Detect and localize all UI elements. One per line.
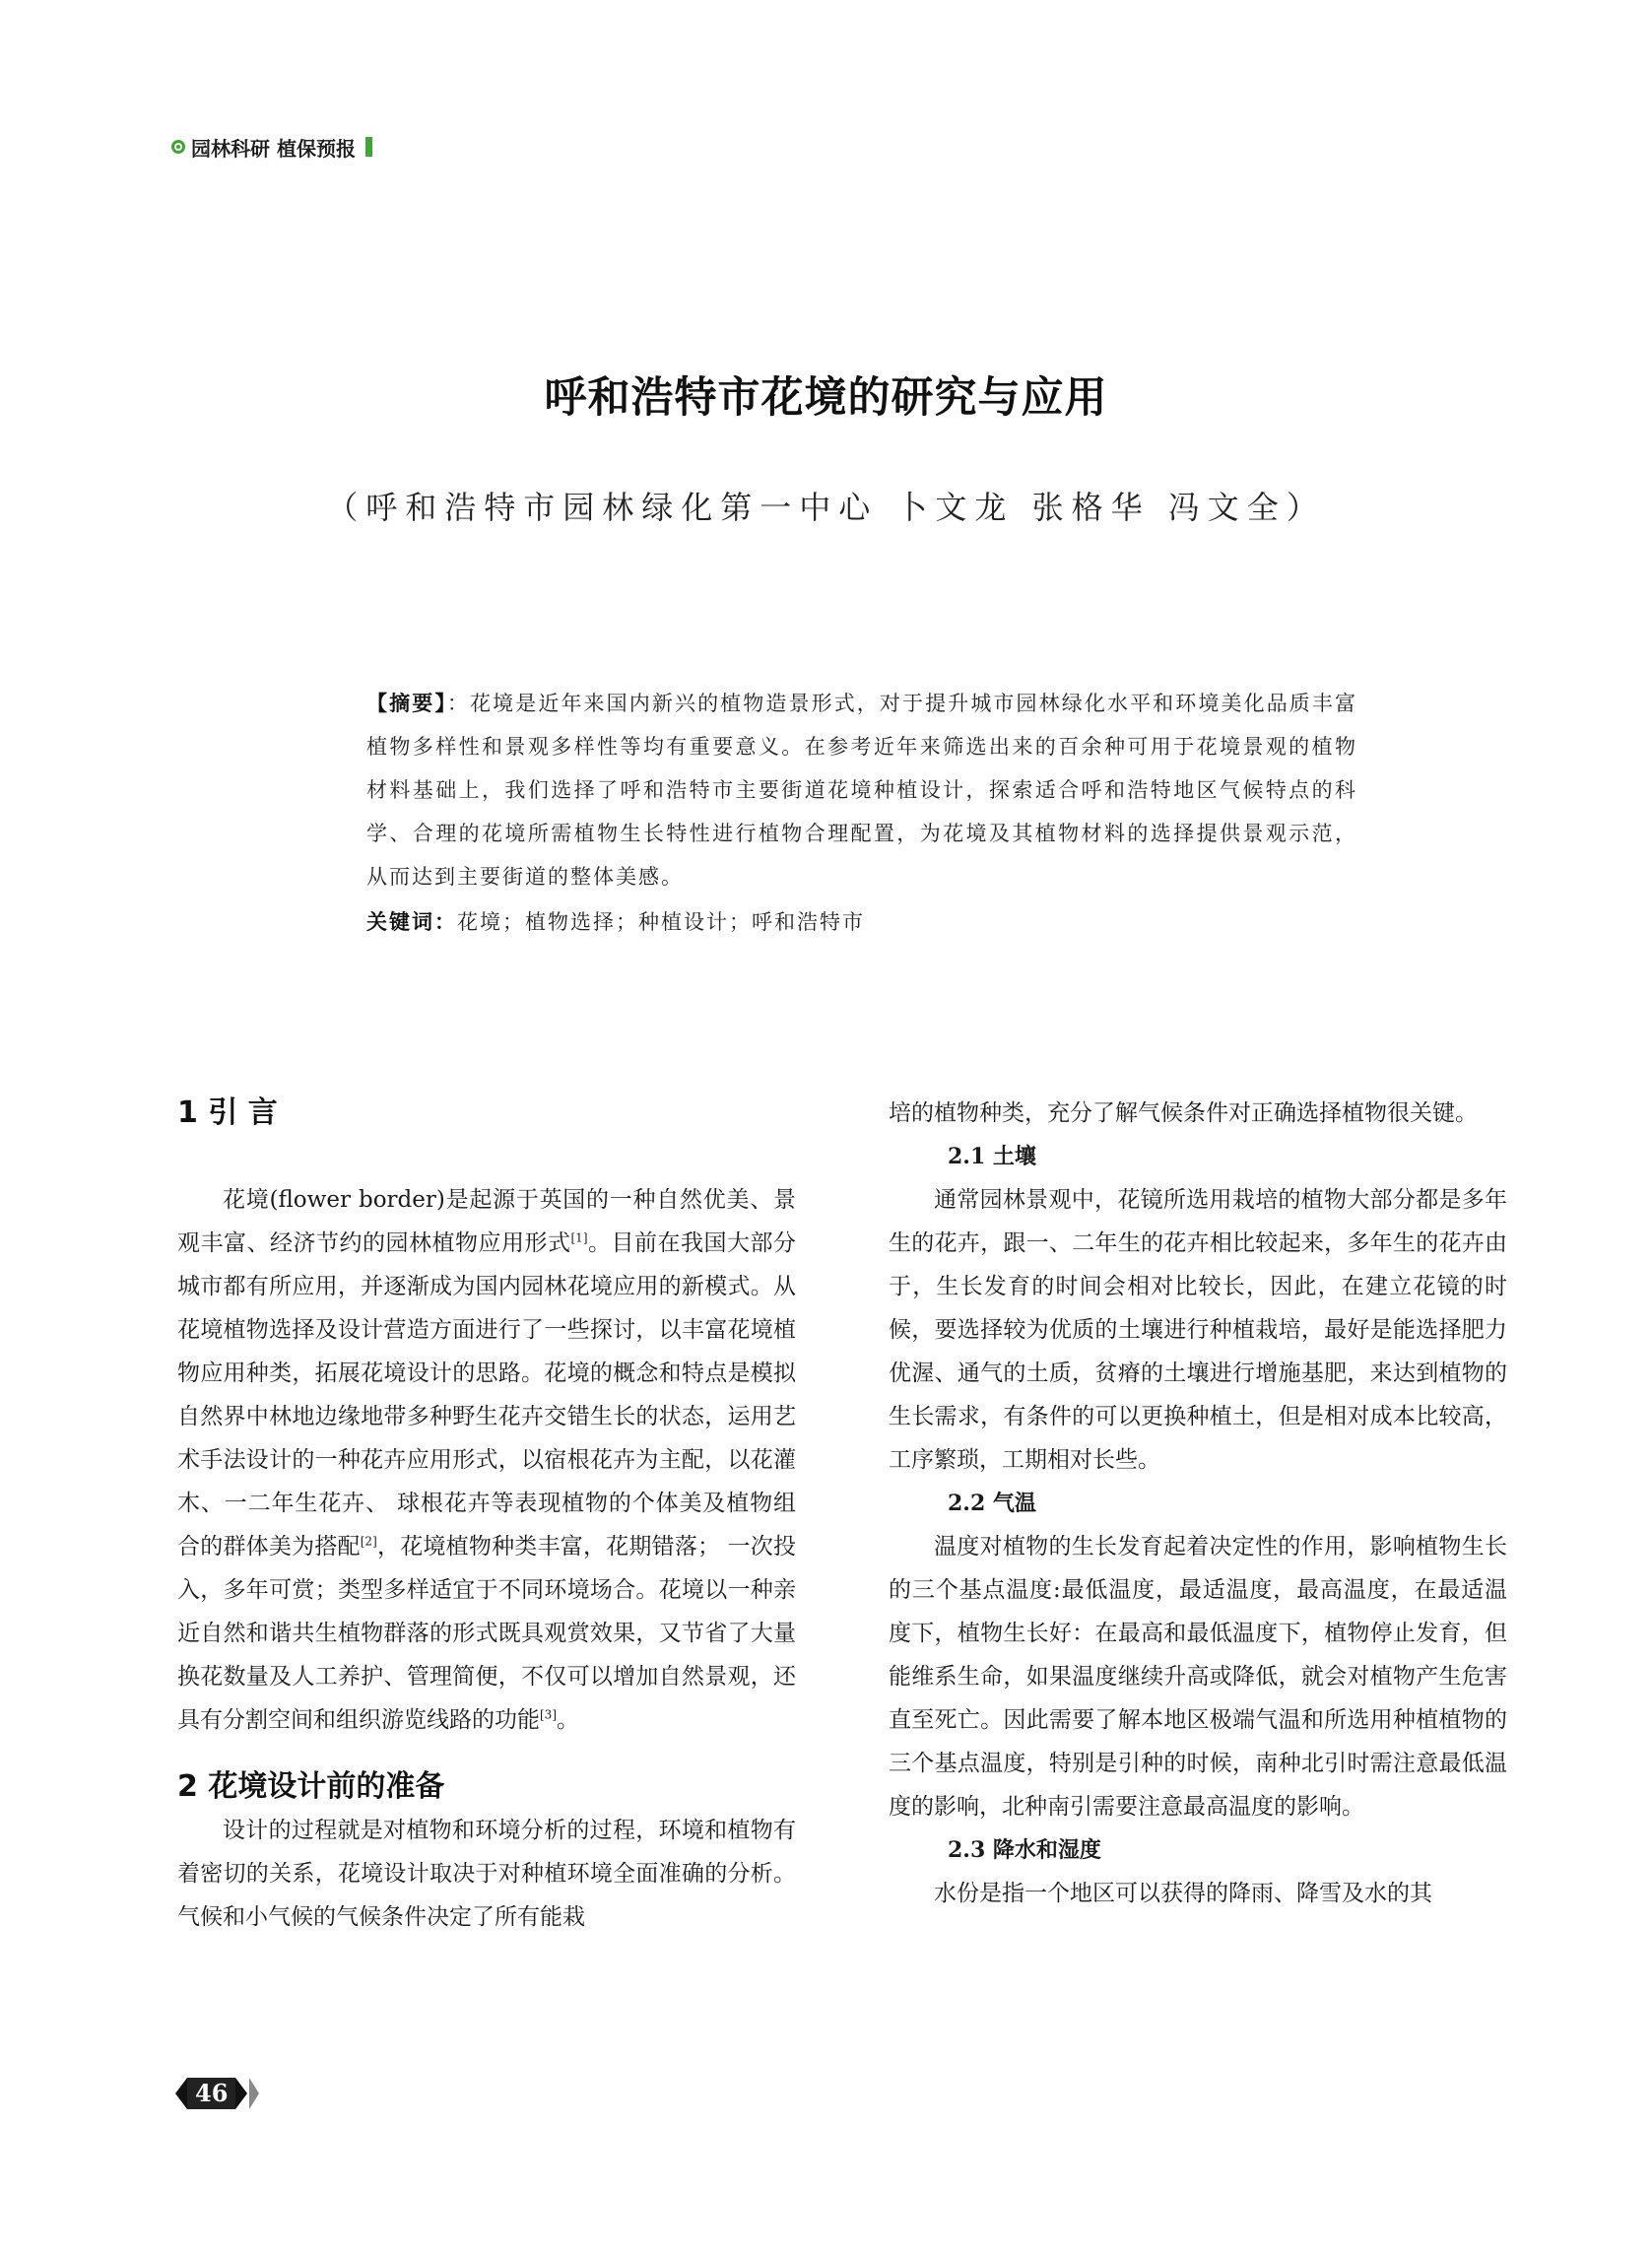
section-heading-2: 2 花境设计前的准备: [177, 1769, 445, 1804]
page-number-text: 46: [187, 2078, 235, 2109]
abstract-body: [313, 682, 1357, 898]
chevron-left-icon: [175, 2078, 187, 2109]
abstract-sep: ：: [446, 692, 471, 715]
paragraph-prep: 设计的过程就是对植物和环境分析的过程，环境和植物有着密切的关系，花境设计取决于对种植环境全面准确的分析。气候和小气候的气候条件决定了所有能栽: [177, 1818, 796, 1930]
keywords-label: 关键词：: [366, 910, 457, 934]
keywords-text: 花境；植物选择；种植设计；呼和浩特市: [457, 910, 865, 934]
paragraph-water: 水份是指一个地区可以获得的降雨、降雪及水的其: [934, 1881, 1432, 1906]
column-right: [889, 1092, 1507, 1915]
article-title: 呼和浩特市花境的研究与应用: [544, 373, 1108, 423]
abstract: [313, 682, 1357, 898]
subsection-heading-2-2: 2.2 气温: [948, 1491, 1036, 1516]
abstract-label: 【摘要】: [366, 692, 447, 715]
column-left: [177, 1092, 796, 1939]
intro-text-a: 花境(flower border)是起源于英国的一种自然优美、景观丰富、经济节约的园林植物应用形式: [177, 1187, 796, 1256]
citation-1: [1]: [570, 1230, 588, 1245]
paragraph-intro: [177, 1178, 796, 1742]
running-head: [171, 130, 372, 164]
chevron-right-icon: [235, 2078, 247, 2109]
target-icon: [171, 140, 185, 154]
chevron-right-shadow-icon: [249, 2078, 259, 2109]
paragraph-temperature: 温度对植物的生长发育起着决定性的作用，影响植物生长的三个基点温度:最低温度，最适温度，最高温度，在最适温度下，植物生长好：在最高和最低温度下，植物停止发育，但能维系生命，如果温度继续升高或降低，就会对植物产生危害直至死亡。因此需要了解本地区极端气温和所选用种植植物的三个基点温度，特别是引种的时候，南种北引时需注意最低温度的影响，北种南引需要注意最高温度的影响。: [889, 1534, 1507, 1820]
keywords: [366, 906, 865, 936]
subsection-heading-2-3: 2.3 降水和湿度: [948, 1837, 1101, 1863]
intro-text-c: ，花境植物种类丰富，花期错落； 一次投入，多年可赏；类型多样适宜于不同环境场合。花境以一种亲近自然和谐共生植物群落的形式既具观赏效果，又节省了大量换花数量及人工养护、管理简便，不仅可以增加自然景观，还具有分割空间和组织游览线路的功能: [177, 1534, 796, 1733]
article-authors: （呼和浩特市园林绿化第一中心 卜文龙 张格华 冯文全）: [326, 489, 1326, 526]
intro-text-d: 。: [557, 1707, 579, 1733]
paragraph-soil: 通常园林景观中，花镜所选用栽培的植物大部分都是多年生的花卉，跟一、二年生的花卉相比较起来，多年生的花卉由于，生长发育的时间会相对比较长，因此，在建立花镜的时候，要选择较为优质的土壤进行种植栽培，最好是能选择肥力优渥、通气的土质，贫瘠的土壤进行增施基肥，来达到植物的生长需求，有条件的可以更换种植土，但是相对成本比较高，工序繁琐，工期相对长些。: [889, 1187, 1507, 1473]
green-bar-icon: [365, 137, 372, 157]
running-head-text: 园林科研 植保预报: [191, 136, 356, 161]
abstract-text: 花境是近年来国内新兴的植物造景形式，对于提升城市园林绿化水平和环境美化品质丰富植物多样性和景观多样性等均有重要意义。在参考近年来筛选出来的百余种可用于花境景观的植物材料基础上，我们选择了呼和浩特市主要街道花境种植设计，探索适合呼和浩特地区气候特点的科学、合理的花境所需植物生长特性进行植物合理配置，为花境及其植物材料的选择提供景观示范，从而达到主要街道的整体美感。: [366, 692, 1358, 889]
citation-3: [3]: [540, 1707, 557, 1722]
subsection-heading-2-1: 2.1 土壤: [948, 1144, 1036, 1169]
intro-text-b: 。目前在我国大部分城市都有所应用，并逐渐成为国内园林花境应用的新模式。从花境植物选择及设计营造方面进行了一些探讨，以丰富花境植物应用种类，拓展花境设计的思路。花境的概念和特点是模拟自然界中林地边缘地带多种野生花卉交错生长的状态，运用艺术手法设计的一种花卉应用形式，以宿根花卉为主配，以花灌木、一二年生花卉、 球根花卉等表现植物的个体美及植物组合的群体美为搭配: [177, 1230, 796, 1560]
section-heading-1: 1 引 言: [177, 1095, 278, 1130]
page-number: [175, 2077, 259, 2110]
citation-2: [2]: [360, 1534, 377, 1549]
paragraph-prep-cont: 培的植物种类，充分了解气候条件对正确选择植物很关键。: [889, 1100, 1478, 1126]
